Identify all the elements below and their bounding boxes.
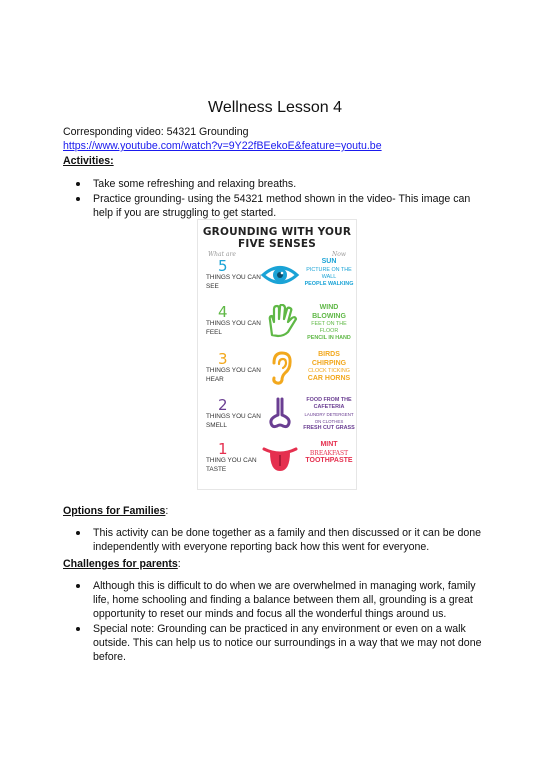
list-item: Although this is difficult to do when we are overwhelmed in managing work, family life, home schooling and finding a balance between them all, grounding is a great opportunity to reset our minds and focus all the wonderful things around us. bbox=[63, 579, 483, 621]
row-examples: MINT BREAKFAST TOOTHPASTE bbox=[305, 441, 353, 464]
infographic-title: GROUNDING WITH YOUR FIVE SENSES bbox=[202, 226, 352, 250]
row-number: 4 bbox=[218, 303, 228, 321]
row-examples: BIRDS CHIRPING CLOCK TICKING CAR HORNS bbox=[307, 351, 351, 382]
hand-icon bbox=[260, 304, 300, 338]
sense-row-see bbox=[198, 258, 358, 308]
parents-heading: Challenges for parents: bbox=[63, 558, 181, 570]
row-number: 2 bbox=[218, 396, 228, 414]
row-label: THINGS YOU CAN SMELL bbox=[206, 413, 261, 429]
tongue-icon bbox=[260, 441, 300, 475]
parents-list bbox=[63, 579, 483, 664]
row-examples: WIND BLOWING FEET ON THE FLOOR PENCIL IN HAND bbox=[307, 304, 351, 341]
row-label: THINGS YOU CAN FEEL bbox=[206, 320, 261, 336]
row-label: THING YOU CAN TASTE bbox=[206, 457, 257, 473]
list-item: Special note: Grounding can be practiced in any environment or even on a walk outside. This can help us to notice our surroundings in a way that we may not done before. bbox=[63, 622, 483, 664]
sense-row-taste bbox=[198, 441, 358, 491]
nose-icon bbox=[260, 397, 300, 431]
list-item: Practice grounding- using the 54321 method shown in the video- This image can help if you are struggling to get started. bbox=[63, 192, 483, 220]
row-label: THINGS YOU CAN SEE bbox=[206, 274, 261, 290]
video-link[interactable]: https://www.youtube.com/watch?v=9Y22fBEekoE&feature=youtu.be bbox=[63, 140, 382, 152]
eye-icon bbox=[260, 258, 300, 292]
families-list bbox=[63, 526, 483, 554]
ear-icon bbox=[260, 351, 300, 385]
right-hint: Now bbox=[332, 251, 346, 258]
list-item: Take some refreshing and relaxing breaths. bbox=[63, 177, 483, 191]
row-label: THINGS YOU CAN HEAR bbox=[206, 367, 261, 383]
activities-heading bbox=[63, 154, 114, 168]
activities-list bbox=[63, 177, 483, 220]
sense-row-feel bbox=[198, 304, 358, 354]
left-hint: What are bbox=[208, 251, 236, 258]
row-number: 3 bbox=[218, 350, 228, 368]
row-examples: SUN PICTURE ON THE WALL PEOPLE WALKING bbox=[304, 258, 354, 287]
families-heading: Options for Families: bbox=[63, 505, 169, 517]
list-item: This activity can be done together as a family and then discussed or it can be done independently with everyone reporting back how this went for everyone. bbox=[63, 526, 483, 554]
sense-row-hear bbox=[198, 351, 358, 401]
row-number: 1 bbox=[218, 440, 228, 458]
activities-heading-text: Activities: bbox=[63, 155, 114, 167]
row-number: 5 bbox=[218, 257, 228, 275]
video-caption: Corresponding video: 54321 Grounding bbox=[63, 126, 249, 138]
page-title: Wellness Lesson 4 bbox=[208, 99, 342, 116]
row-examples: FOOD FROM THE CAFETERIA LAUNDRY DETERGENT ON CLOTHES FRESH CUT GRASS bbox=[303, 397, 355, 431]
grounding-infographic bbox=[197, 219, 357, 490]
